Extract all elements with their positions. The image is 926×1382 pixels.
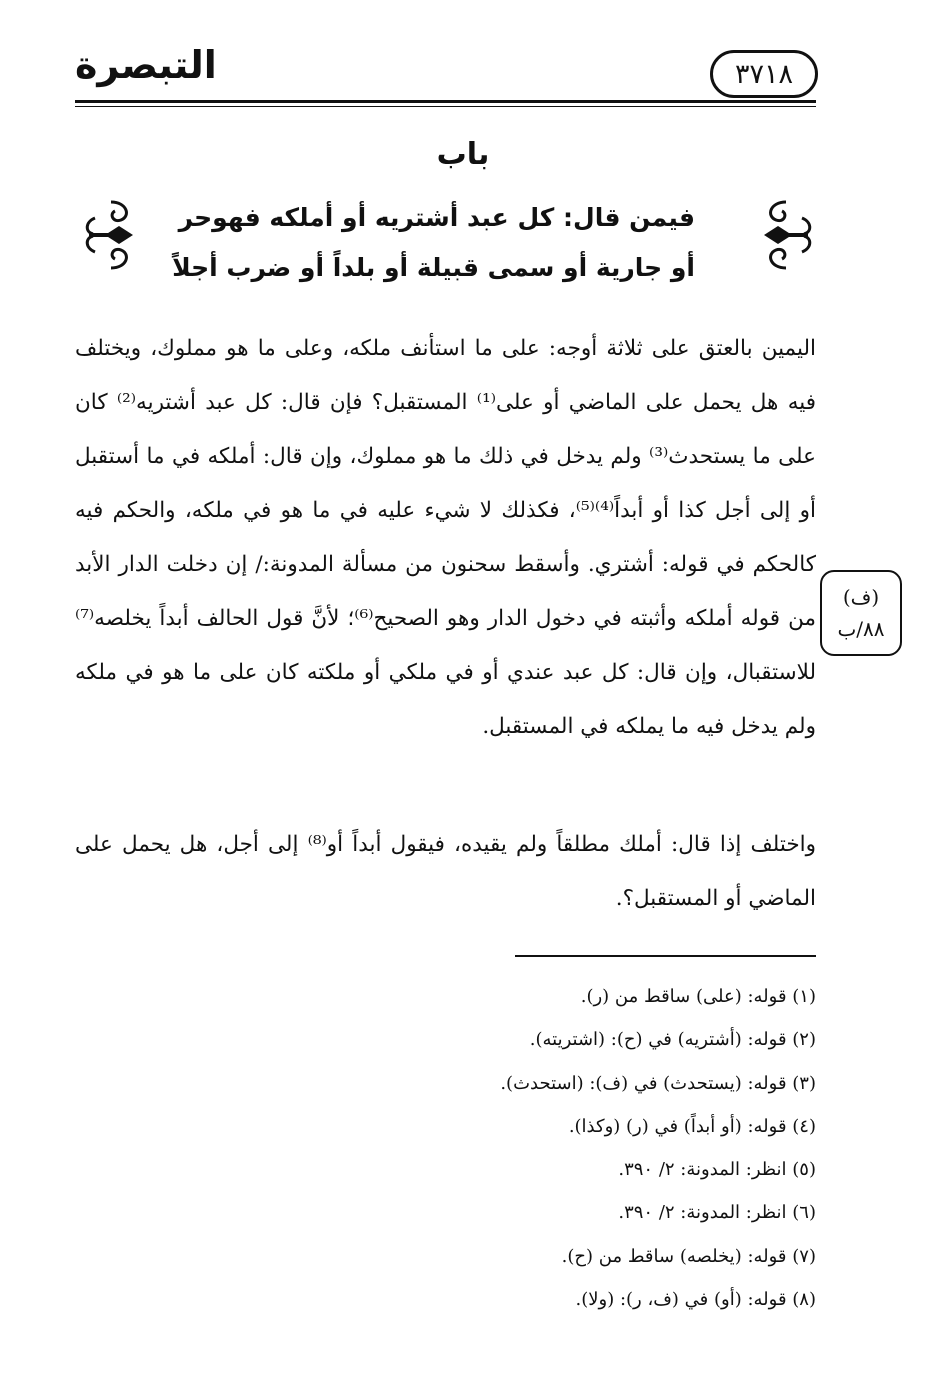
floral-ornament-icon: [758, 198, 814, 272]
paragraph-text: واختلف إذا قال: أملك مطلقاً ولم يقيده، فيقول أبداً أو⁽⁸⁾ إلى أجل، هل يحمل على الماضي أو المستقبل؟.: [75, 832, 816, 911]
footnotes-list: [75, 975, 816, 1321]
chapter-title-line-1: فيمن قال: كل عبد أشتريه أو أملكه فهوحر: [178, 203, 695, 232]
footnote-divider: [515, 955, 816, 957]
footnote: (٨) قوله: (أو) في (ف، ر): (ولا).: [575, 1289, 816, 1311]
chapter-title-line-2: أو جارية أو سمى قبيلة أو بلداً أو ضرب أجلاً: [172, 253, 695, 282]
footnote: (٦) انظر: المدونة: ٢/ ٣٩٠.: [618, 1202, 816, 1224]
body-paragraph-2: [75, 818, 816, 926]
paragraph-text: اليمين بالعتق على ثلاثة أوجه: على ما استأنف ملكه، وعلى ما هو مملوك، ويختلف فيه هل يحمل على الماضي أو على⁽¹⁾ المستقبل؟ فإن قال: كل عبد أشتريه⁽²⁾ كان على ما يستحدث⁽³⁾ ولم يدخل في ذلك ما هو مملوك، وإن قال: أملكه في ما أستقبل أو إلى أجل كذا أو أبداً⁽⁴⁾⁽⁵⁾، فكذلك لا شيء عليه في ما هو في ملكه، والحكم فيه كالحكم في قوله: أشتري. وأسقط سحنون من مسألة المدونة:/ إن دخلت الدار الأبد من قوله أملكه وأثبته في دخول الدار وهو الصحيح⁽⁶⁾؛ لأنَّ قول الحالف أبداً يخلصه⁽⁷⁾ للاستقبال، وإن قال: كل عبد عندي أو في ملكي أو ملكته كان على ما هو في ملكه ولم يدخل فيه ما يملكه في المستقبل.: [75, 336, 816, 739]
folio-number: ٨٨/ب: [837, 617, 885, 641]
footnote: (١) قوله: (على) ساقط من (ر).: [580, 986, 816, 1007]
footnote: (٢) قوله: (أشتريه) في (ح): (اشتريته).: [529, 1029, 816, 1051]
page-number: ٣٧١٨: [734, 58, 793, 90]
book-title: التبصرة: [75, 43, 217, 87]
page-number-frame: [710, 50, 818, 98]
footnote: (٤) قوله: (أو أبداً) في (ر) (وكذا).: [568, 1115, 816, 1137]
footnote: (٥) انظر: المدونة: ٢/ ٣٩٠.: [618, 1159, 816, 1181]
header-divider-thin: [75, 106, 816, 107]
footnote: (٣) قوله: (يستحدث) في (ف): (استحدث).: [500, 1072, 816, 1094]
floral-ornament-icon: [83, 198, 139, 272]
folio-source: (ف): [842, 585, 880, 609]
chapter-label: باب: [436, 137, 490, 172]
header-divider: [75, 100, 816, 103]
footnote: (٧) قوله: (يخلصه) ساقط من (ح).: [561, 1245, 816, 1267]
manuscript-folio-note: [820, 570, 902, 656]
body-paragraph-1: [75, 322, 816, 754]
chapter-title: [150, 193, 695, 293]
